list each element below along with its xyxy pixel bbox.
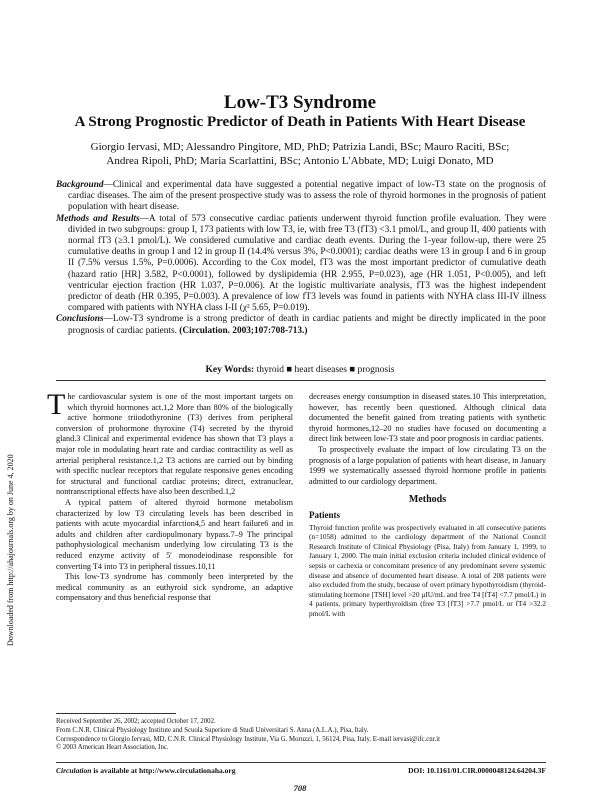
article-title: Low-T3 Syndrome [223,92,377,113]
abstract [56,180,546,337]
journal-name: Circulation [56,766,92,775]
abstract-background [56,180,546,214]
article-subtitle: A Strong Prognostic Predictor of Death in Patients With Heart Disease [74,114,526,130]
correspondence: Correspondence to Giorgio Iervasi, MD, C.N.R. Clinical Physiology Institute, Via G. Moruzzi, 1, 56124, Pisa, Italy. E-mail iervasi@ifc.cnr.it [56,735,441,743]
intro-paragraph-2: A typical pattern of altered thyroid hormone metabolism characterized by low T3 circulating levels has been described in patients with acute myocardial infarction4,5 and heart failure6 and in adults and children after cardiopulmonary bypass.7–9 The principal pathophysiological mechanism underlying low circulating T3 is the reduced enzyme activity of 5′ monodeiodinase responsible for converting T4 into T3 in peripheral tissues.10,11 [56,497,293,571]
methods-heading: Methods [408,494,447,506]
received-date: Received September 26, 2002; accepted October 17, 2002. [56,718,216,725]
dropcap: T [47,388,66,421]
patients-paragraph: Thyroid function profile was prospectively evaluated in all consecutive patients (n=1058) admitted to the cardiology department of the National Council Research Institute of Clinical Physiology (Pisa, Italy) from January 1, 1999, to January 1, 2000. The main initial exclusion criteria included clinical evidence of sepsis or cachexia or concomitant presence of any predominant severe systemic disease and absence of documented heart disease. A total of 208 patients were also excluded from the study, because of overt primary hypothyroidism (thyroid-stimulating hormone [TSH] level >20 μIU/mL and free T4 [fT4] <7.7 pmol/L) in 4 patients, primary hyperthyroidism (free T3 [fT3] >7.7 pmol/L or fT4 >32.2 pmol/L with [309,522,546,618]
footnotes [56,718,546,753]
intro-paragraph-1 [47,388,293,498]
intro-paragraph-4: decreases energy consumption in diseased states.10 This interpretation, however, has recently been questioned. Although clinical data documented the benefit gained from treating patients with synthetic thyroid hormones,12–20 no studies have focused on documenting a direct link between low-T3 state and poor prognosis in cardiac patients. [309,392,546,444]
conclusions-label: Conclusions [56,314,104,325]
citation: (Circulation. 2003;107:708-713.) [179,325,308,336]
methods-label: Methods and Results [56,213,140,224]
intro-paragraph-5: To prospectively evaluate the impact of low circulating T3 on the prognosis of a large population of patients with heart disease, in January 1999 we systematically assessed thyroid hormone profile in patients admitted to our cardiology department. [309,444,546,486]
availability-text: is available at http://www.circulationaha.org [91,766,236,775]
right-column [309,392,546,618]
download-watermark: Downloaded from http://ahajournals.org by on June 4, 2020 [6,454,15,646]
copyright: © 2003 American Heart Association, Inc. [56,744,169,752]
patients-heading: Patients [309,509,340,520]
page-number: 708 [293,783,307,793]
authors-line-2: Andrea Ripoli, PhD; Maria Scarlattini, BSc; Antonio L'Abbate, MD; Luigi Donato, MD [106,155,494,167]
keywords-label: Key Words: [205,365,255,375]
intro-paragraph-1-text: he cardiovascular system is one of the most important targets on which thyroid hormones act.1,2 More than 80% of the biologically active hormone triiodothyronine (T3) derives from peripheral conversion of prohormone thyroxine (T4) secreted by the thyroid gland.3 Clinical and experimental evidence has shown that T3 plays a major role in modulating heart rate and cardiac contractility as well as arterial peripheral resistance.1,2 T3 actions are carried out by binding with specific nuclear receptors that regulate responsive genes encoding for structural and functional cardiac proteins; direct, extranuclear, nontranscriptional effects have also been described.1,2 [56,392,293,497]
doi: DOI: 10.1161/01.CIR.0000048124.64204.3F [408,766,546,775]
authors-line-1: Giorgio Iervasi, MD; Alessandro Pingitore, MD, PhD; Patrizia Landi, BSc; Mauro Raciti, BSc; [90,141,510,153]
footer-availability [56,766,235,775]
methods-text: —A total of 573 consecutive cardiac patients underwent thyroid function profile evaluation. They were divided in two subgroups: group I, 173 patients with low T3, ie, with free T3 (fT3) <3.1 pmol/L, and group II, 400 patients with normal fT3 (≥3.1 pmol/L). We considered cumulative and cardiac death events. During the 1-year follow-up, there were 25 cumulative deaths in group I and 12 in group II (14.4% versus 3%, P<0.0001); cardiac deaths were 13 in group I and 6 in group II (7.5% versus 1.5%, P=0.0006). According to the Cox model, fT3 was the most important predictor of cumulative death (hazard ratio [HR] 3.582, P<0.0001), followed by dyslipidemia (HR 2.955, P=0.023), age (HR 1.051, P<0.005), and left ventricular ejection fraction (HR 1.037, P=0.006). At the logistic multivariate analysis, fT3 was the highest independent predictor of death (HR 0.395, P=0.003). A prevalence of low fT3 levels was found in patients with NYHA class III-IV illness compared with patients with NYHA class I-II (χ² 5.65, P=0.019). [68,213,546,314]
keywords-items: thyroid ■ heart diseases ■ prognosis [256,365,395,375]
intro-paragraph-3: This low-T3 syndrome has commonly been interpreted by the medical community as an euthyroid sick syndrome, an adaptive compensatory and thus beneficial response that [56,572,293,603]
keywords-divider [56,380,546,381]
background-text: —Clinical and experimental data have suggested a potential negative impact of low-T3 state on the prognosis of cardiac diseases. The aim of the present prospective study was to assess the role of thyroid hormones in the prognosis of patient population with heart disease. [68,180,546,213]
abstract-conclusions [56,314,546,336]
footnote-divider [56,713,176,714]
background-label: Background [56,180,104,190]
abstract-methods [56,214,546,315]
footer-divider [56,762,546,763]
conclusions-text: —Low-T3 syndrome is a strong predictor of death in cardiac patients and might be directly implicated in the poor prognosis of cardiac patients. [68,314,546,336]
author-list [60,140,540,168]
affiliation: From C.N.R. Clinical Physiology Institute and Scuola Superiore di Studi Universitari S. Anna (A.L.A.), Pisa, Italy. [56,726,369,734]
keywords [0,365,600,375]
left-column [47,388,293,604]
